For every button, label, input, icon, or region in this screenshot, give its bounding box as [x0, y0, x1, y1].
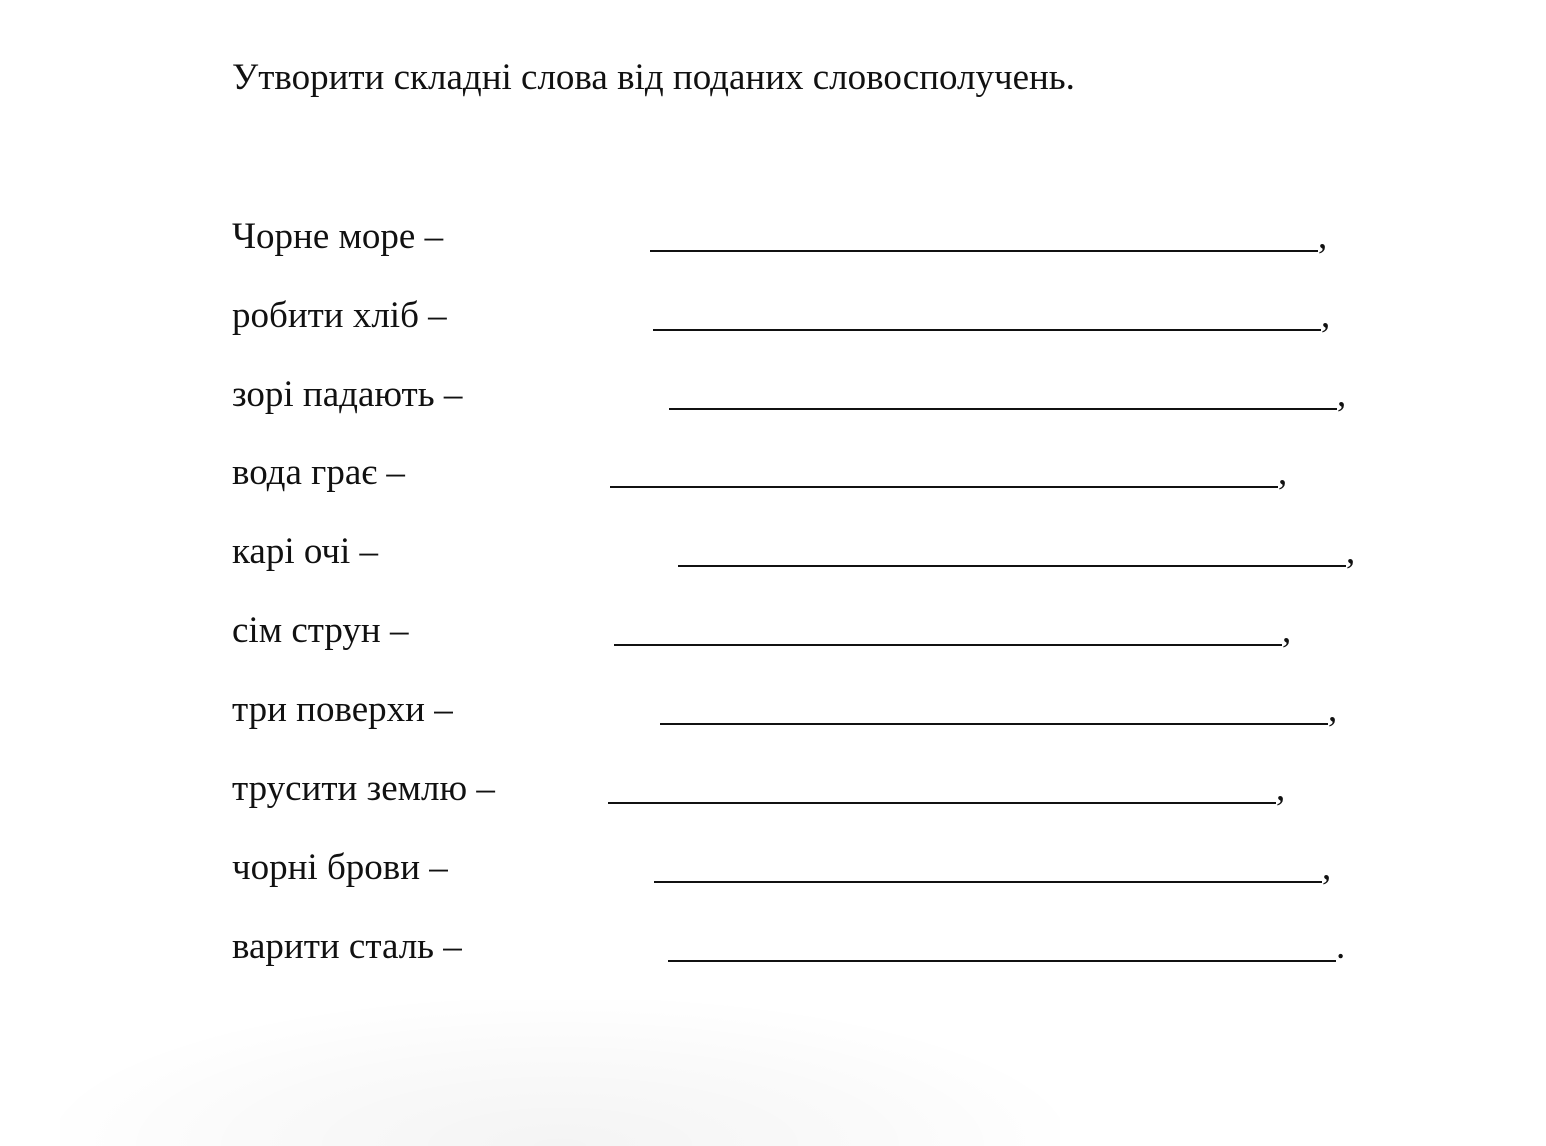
phrase-text: сім струн –	[232, 610, 409, 651]
answer-blank[interactable]	[653, 329, 1321, 331]
line-punctuation: ,	[1278, 452, 1288, 493]
exercise-item	[232, 294, 1392, 338]
phrase-text: три поверхи –	[232, 689, 453, 730]
exercise-item	[232, 530, 1392, 574]
phrase-text: Чорне море –	[232, 216, 444, 257]
line-punctuation: ,	[1321, 295, 1331, 336]
exercise-item	[232, 688, 1392, 732]
exercise-item	[232, 925, 1392, 969]
line-punctuation: .	[1336, 926, 1346, 967]
answer-blank[interactable]	[668, 960, 1336, 962]
answer-blank[interactable]	[610, 486, 1278, 488]
answer-blank[interactable]	[608, 802, 1276, 804]
exercise-item	[232, 451, 1392, 495]
answer-blank[interactable]	[654, 881, 1322, 883]
line-punctuation: ,	[1318, 216, 1328, 257]
exercise-item	[232, 373, 1392, 417]
phrase-text: варити сталь –	[232, 926, 462, 967]
answer-blank[interactable]	[678, 565, 1346, 567]
line-punctuation: ,	[1328, 689, 1338, 730]
line-punctuation: ,	[1337, 374, 1347, 415]
line-punctuation: ,	[1322, 847, 1332, 888]
exercise-item	[232, 846, 1392, 890]
answer-blank[interactable]	[614, 644, 1282, 646]
exercise-item	[232, 767, 1392, 811]
page-shadow	[60, 1000, 1060, 1146]
answer-blank[interactable]	[669, 408, 1337, 410]
phrase-text: карі очі –	[232, 531, 379, 572]
answer-blank[interactable]	[650, 250, 1318, 252]
exercise-item	[232, 609, 1392, 653]
phrase-text: чорні брови –	[232, 847, 448, 888]
phrase-text: зорі падають –	[232, 374, 463, 415]
phrase-text: вода грає –	[232, 452, 405, 493]
line-punctuation: ,	[1282, 610, 1292, 651]
answer-blank[interactable]	[660, 723, 1328, 725]
task-title: Утворити складні слова від поданих словосполучень.	[232, 57, 1075, 98]
line-punctuation: ,	[1276, 768, 1286, 809]
phrase-text: трусити землю –	[232, 768, 495, 809]
exercise-item	[232, 215, 1392, 259]
phrase-text: робити хліб –	[232, 295, 447, 336]
line-punctuation: ,	[1346, 531, 1356, 572]
